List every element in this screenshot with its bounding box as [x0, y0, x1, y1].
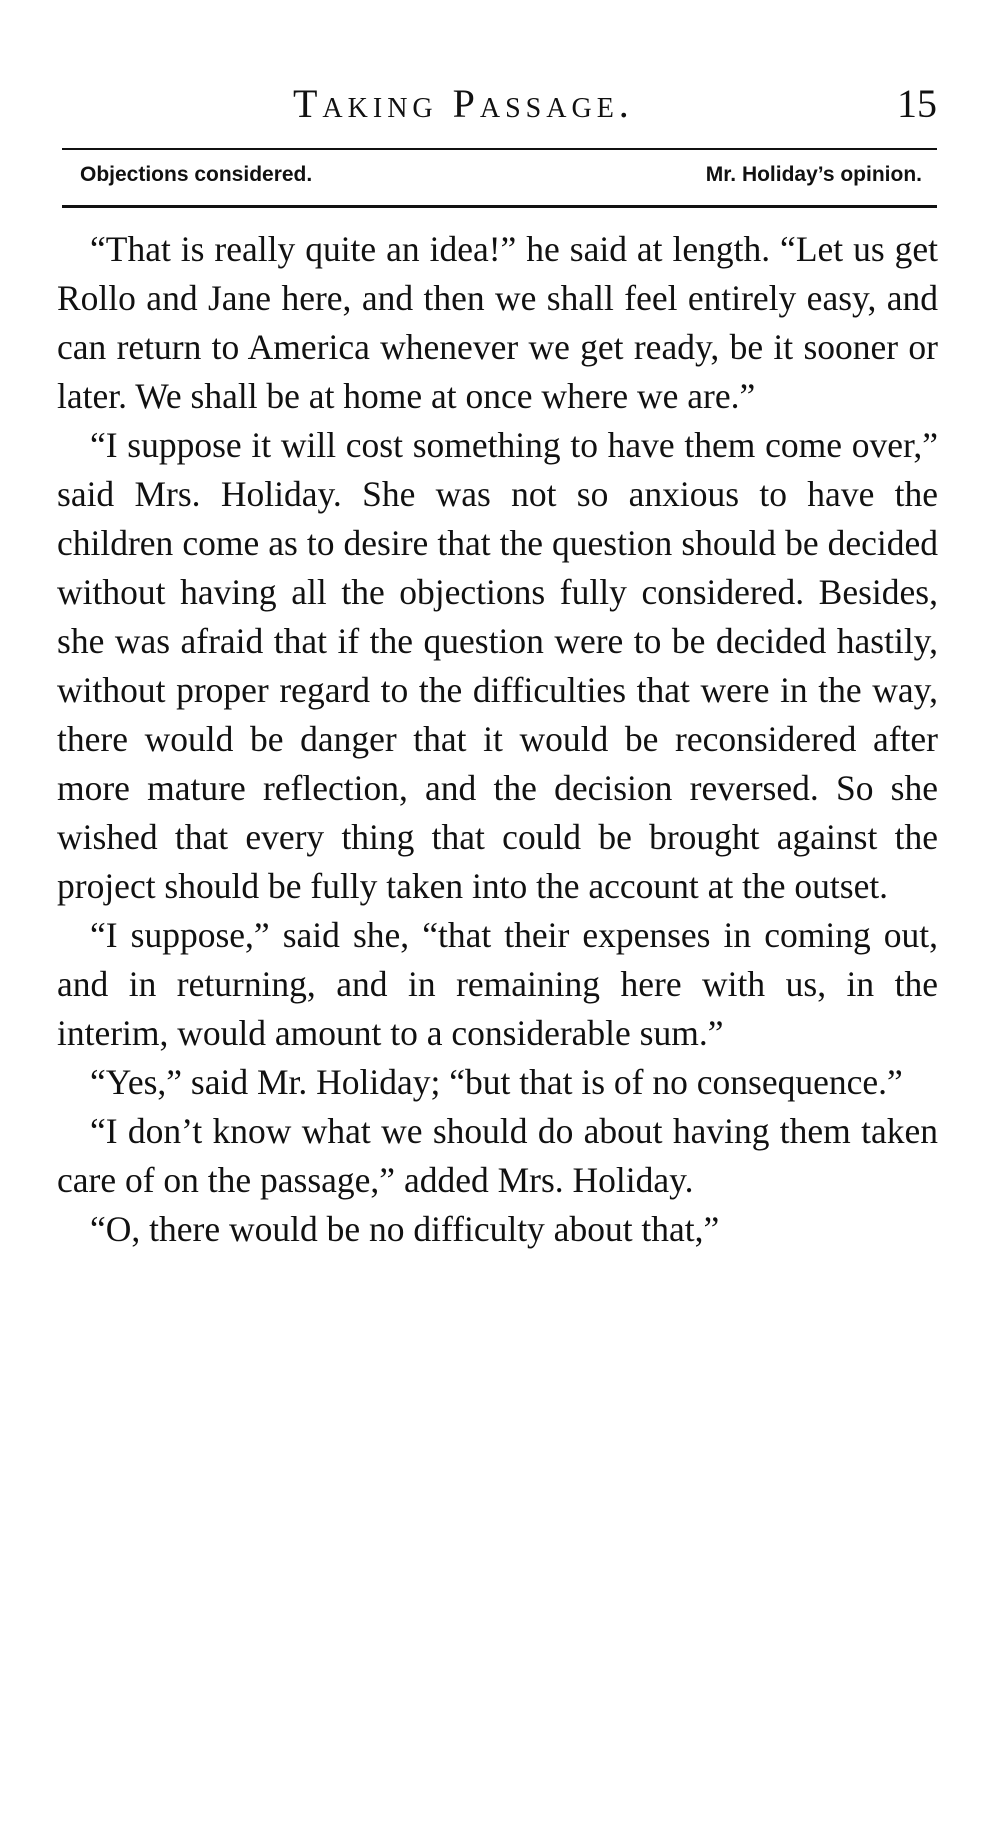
- running-title: Taking Passage.: [293, 81, 634, 126]
- running-head: [0, 80, 1007, 128]
- body-text: [57, 225, 938, 1254]
- header-rule-bottom: [62, 205, 937, 208]
- side-note-left: Objections considered.: [80, 163, 313, 186]
- paragraph: “Yes,” said Mr. Holiday; “but that is of no consequence.”: [90, 1062, 903, 1102]
- paragraph: “I don’t know what we should do about having them taken care of on the passage,” added Mrs. Holiday.: [57, 1111, 938, 1200]
- paragraph: “O, there would be no difficulty about that,”: [90, 1209, 720, 1249]
- paragraph: “That is really quite an idea!” he said at length. “Let us get Rollo and Jane here, and then we shall feel entirely easy, and can return to America whenever we get ready, be it sooner or later. We shall be at home at once where we are.”: [57, 229, 938, 416]
- paragraph: “I suppose,” said she, “that their expenses in coming out, and in returning, and in remaining here with us, in the interim, would amount to a considerable sum.”: [57, 915, 938, 1053]
- paragraph: “I suppose it will cost something to have them come over,” said Mrs. Holiday. She was not so anxious to have the children come as to desire that the question should be decided without having all the objections fully considered. Besides, she was afraid that if the question were to be decided hastily, without proper regard to the difficulties that were in the way, there would be danger that it would be reconsidered after more mature reflection, and the decision reversed. So she wished that every thing that could be brought against the project should be fully taken into the account at the outset.: [57, 425, 938, 906]
- header-rule-top: [62, 148, 937, 150]
- side-note-right: Mr. Holiday’s opinion.: [705, 163, 922, 186]
- page-number: 15: [897, 81, 937, 126]
